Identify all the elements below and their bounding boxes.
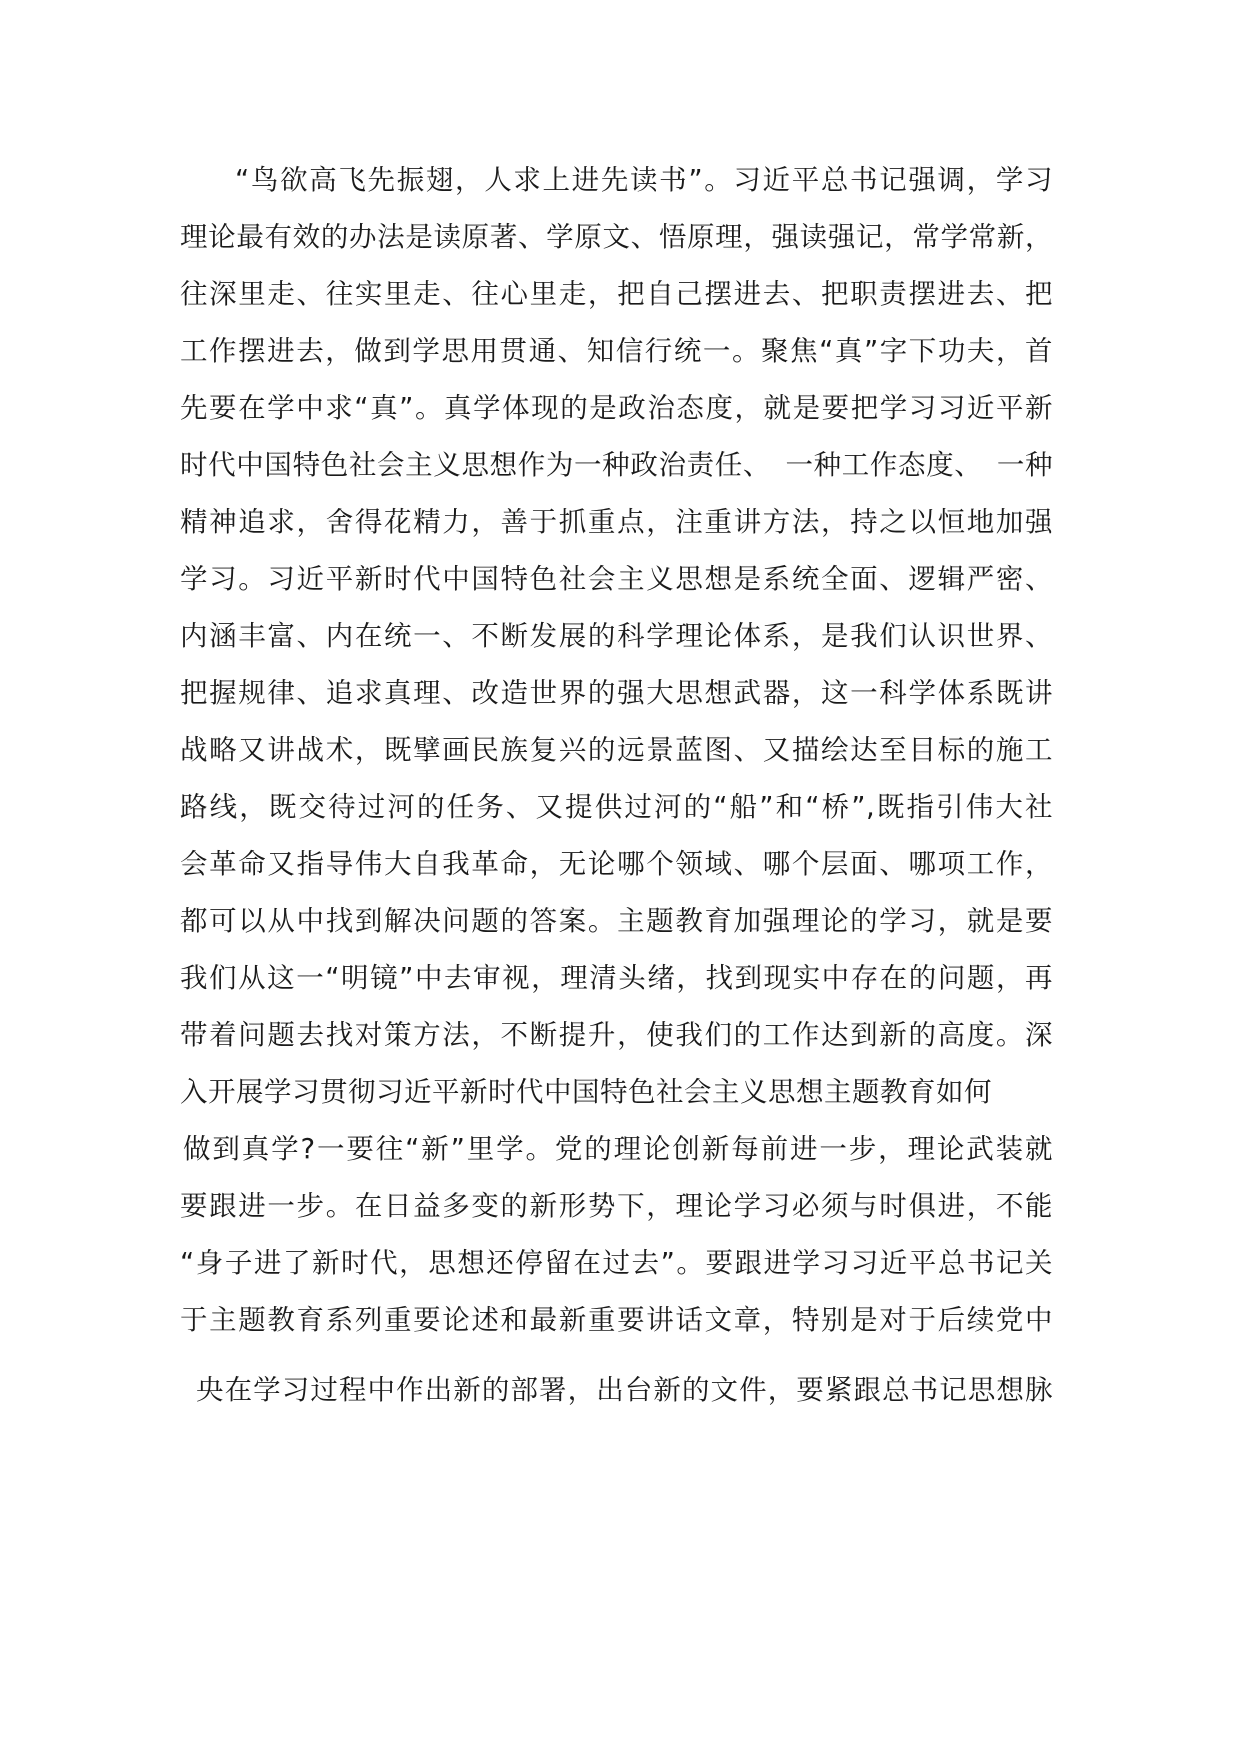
text-line-5: 先要在学中求“真”。真学体现的是政治态度，就是要把学习习近平新 (180, 392, 1053, 424)
text-line-13: 会革命又指导伟大自我革命，无论哪个领域、哪个层面、哪项工作， (180, 848, 1053, 880)
text-line-7: 精神追求，舍得花精力，善于抓重点，注重讲方法，持之以恒地加强 (180, 506, 1053, 538)
text-line-17: 入开展学习贯彻习近平新时代中国特色社会主义思想主题教育如何 (180, 1076, 992, 1108)
text-line-22: 央在学习过程中作出新的部署，出台新的文件，要紧跟总书记思想脉 (196, 1374, 1053, 1406)
text-line-21: 于主题教育系列重要论述和最新重要讲话文章，特别是对于后续党中 (180, 1304, 1053, 1336)
text-line-2: 理论最有效的办法是读原著、学原文、悟原理，强读强记，常学常新， (180, 221, 1053, 253)
text-line-20: “身子进了新时代，思想还停留在过去”。要跟进学习习近平总书记关 (180, 1247, 1053, 1279)
text-line-12: 路线，既交待过河的任务、又提供过河的“船”和“桥”,既指引伟大社 (180, 791, 1053, 823)
text-line-19: 要跟进一步。在日益多变的新形势下，理论学习必须与时俱进，不能 (180, 1190, 1053, 1222)
text-line-15: 我们从这一“明镜”中去审视，理清头绪，找到现实中存在的问题，再 (180, 962, 1053, 994)
text-line-8: 学习。习近平新时代中国特色社会主义思想是系统全面、逻辑严密、 (180, 563, 1053, 595)
text-line-10: 把握规律、追求真理、改造世界的强大思想武器，这一科学体系既讲 (180, 677, 1053, 709)
text-line-9: 内涵丰富、内在统一、不断发展的科学理论体系，是我们认识世界、 (180, 620, 1053, 652)
text-line-6: 时代中国特色社会主义思想作为一种政治责任、 一种工作态度、 一种 (180, 449, 1053, 481)
text-line-11: 战略又讲战术，既擘画民族复兴的远景蓝图、又描绘达至目标的施工 (180, 734, 1053, 766)
text-line-14: 都可以从中找到解决问题的答案。主题教育加强理论的学习，就是要 (180, 905, 1053, 937)
text-line-4: 工作摆进去，做到学思用贯通、知信行统一。聚焦“真”字下功夫，首 (180, 335, 1053, 367)
text-line-1: “鸟欲高飞先振翅，人求上进先读书”。习近平总书记强调，学习 (235, 164, 1053, 196)
text-line-16: 带着问题去找对策方法，不断提升，使我们的工作达到新的高度。深 (180, 1019, 1053, 1051)
text-line-3: 往深里走、往实里走、往心里走，把自己摆进去、把职责摆进去、把 (180, 278, 1053, 310)
text-line-18: 做到真学?一要往“新”里学。党的理论创新每前进一步，理论武装就 (183, 1133, 1053, 1165)
